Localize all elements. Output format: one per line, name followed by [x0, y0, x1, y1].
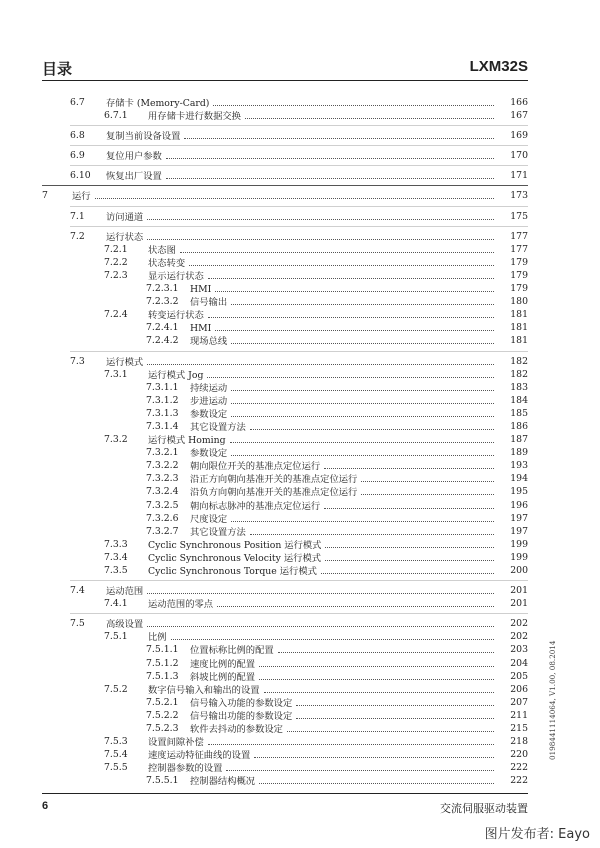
toc-entry[interactable]: [42, 394, 528, 407]
toc-entry-page: 186: [510, 420, 528, 432]
toc-entry-title: 持续运动: [190, 382, 228, 394]
dot-leader: [321, 564, 494, 574]
toc-entry-number: 6.8: [70, 130, 85, 142]
toc-entry-page: 182: [510, 368, 528, 380]
toc-entry-number: 7.3: [70, 355, 85, 367]
toc-entry-title: 软件去抖动的参数设定: [190, 724, 283, 736]
toc-entry-number: 7.5.1.3: [146, 670, 179, 682]
toc-entry-number: 7.5.2.1: [146, 696, 179, 708]
dot-leader: [147, 230, 494, 240]
toc-entry-page: 205: [510, 670, 528, 682]
toc-entry-page: 222: [510, 775, 528, 787]
toc-entry-page: 184: [510, 394, 528, 406]
toc-entry-title: HMI: [190, 323, 212, 335]
dot-leader: [296, 696, 494, 706]
toc-entry-title: 运动范围的零点: [148, 599, 214, 611]
toc-entry-number: 7.2.3.1: [146, 283, 179, 295]
toc-entry-page: 211: [510, 709, 528, 721]
toc-entry-number: 7.5: [70, 618, 85, 630]
toc-entry-title: 状态转变: [148, 257, 186, 269]
toc-entry-number: 7.1: [70, 210, 85, 222]
toc-entry-title: 斜坡比例的配置: [190, 671, 256, 683]
footer-rule: [42, 793, 528, 794]
toc-entry-page: 196: [510, 499, 528, 511]
document-code: 0198441114064, V1.00, 08.2014: [548, 640, 557, 760]
toc-entry-page: 177: [510, 230, 528, 242]
toc-entry-number: 7.3.2.2: [146, 460, 179, 472]
dot-leader: [259, 774, 494, 784]
toc-entry-page: 185: [510, 407, 528, 419]
toc-entry-title: 转变运行状态: [148, 310, 204, 322]
toc-entry-page: 204: [510, 657, 528, 669]
footer-document-title: 交流伺服驱动装置: [440, 802, 528, 815]
dot-leader: [231, 334, 494, 344]
toc-entry-page: 181: [510, 309, 528, 321]
dot-leader: [147, 617, 494, 627]
toc-entry-page: 183: [510, 381, 528, 393]
toc-entry-title: 高级设置: [106, 619, 144, 631]
toc-entry-title: Cyclic Synchronous Position 运行模式: [148, 539, 322, 551]
toc-entry-page: 207: [510, 696, 528, 708]
toc-entry[interactable]: [42, 538, 528, 551]
toc-entry-title: Cyclic Synchronous Velocity 运行模式: [148, 552, 322, 564]
toc-entry-page: 167: [510, 110, 528, 122]
toc-entry-page: 181: [510, 322, 528, 334]
toc-entry-number: 7.3.2.1: [146, 447, 179, 459]
toc-entry-number: 7.3.5: [104, 565, 128, 576]
toc-entry-number: 7.2.4.2: [146, 335, 179, 347]
toc-entry-number: 7.3.2.7: [146, 525, 179, 537]
toc-entry-number: 7.2: [70, 230, 85, 242]
toc-entry-title: 复制当前设备设置: [106, 131, 181, 143]
toc-entry-title: 运行模式 Homing: [148, 435, 226, 447]
section-divider: [70, 206, 528, 207]
toc-entry[interactable]: [42, 774, 528, 787]
toc-entry[interactable]: [42, 256, 528, 269]
dot-leader: [215, 321, 494, 331]
dot-leader: [245, 109, 494, 119]
section-divider: [70, 125, 528, 126]
toc-entry-page: 201: [510, 585, 528, 597]
toc-entry-number: 7.2.3.2: [146, 296, 179, 308]
toc-entry[interactable]: [42, 525, 528, 538]
toc-entry-number: 7.5.2.3: [146, 723, 179, 735]
dot-leader: [147, 584, 494, 594]
toc-entry-page: 218: [510, 736, 528, 748]
toc-entry-title: 朝向限位开关的基准点定位运行: [190, 461, 321, 473]
toc-entry[interactable]: [42, 169, 528, 182]
toc-entry-number: 7.2.4: [104, 309, 128, 321]
dot-leader: [231, 446, 494, 456]
dot-leader: [361, 472, 494, 482]
dot-leader: [184, 129, 494, 139]
toc-entry-number: 7.3.1.3: [146, 407, 179, 419]
toc-entry-page: 189: [510, 447, 528, 459]
toc-entry-title: 访问通道: [106, 211, 144, 223]
dot-leader: [231, 512, 494, 522]
toc-entry-title: 控制器结构概况: [190, 776, 256, 788]
dot-leader: [361, 485, 494, 495]
toc-entry-number: 7.3.2.5: [146, 499, 179, 511]
toc-entry-number: 7.2.4.1: [146, 322, 179, 334]
dot-leader: [254, 748, 494, 758]
toc-entry-number: 7.5.1.2: [146, 657, 179, 669]
toc-entry-number: 7.3.3: [104, 538, 128, 550]
dot-leader: [215, 282, 494, 292]
toc-entry-title: 复位用户参数: [106, 151, 162, 163]
toc-entry-number: 7.5.2.2: [146, 709, 179, 721]
toc-entry-number: 7.5.4: [104, 749, 128, 761]
toc-entry-page: 179: [510, 256, 528, 268]
toc-entry-title: 尺度设定: [190, 513, 228, 525]
toc-entry-page: 173: [510, 190, 528, 202]
toc-entry[interactable]: [42, 269, 528, 282]
header-product-name: LXM32S: [469, 58, 528, 75]
dot-leader: [324, 459, 494, 469]
toc-entry-title: HMI: [190, 284, 212, 296]
toc-entry-number: 7.3.1.1: [146, 381, 179, 393]
toc-entry-page: 177: [510, 243, 528, 255]
toc-entry[interactable]: [42, 735, 528, 748]
toc-entry-title: 参数设定: [190, 448, 228, 460]
toc-entry-number: 7.4: [70, 585, 85, 597]
dot-leader: [231, 394, 494, 404]
toc-entry[interactable]: [42, 420, 528, 433]
toc-entry-page: 171: [510, 170, 528, 182]
toc-entry-number: 7.3.4: [104, 551, 128, 563]
dot-leader: [325, 551, 494, 561]
dot-leader: [189, 256, 494, 266]
toc-entry-number: 7.5.1.1: [146, 644, 179, 656]
toc-entry[interactable]: [42, 189, 528, 202]
watermark: 图片发布者: Eayo: [484, 827, 590, 842]
toc-entry-title: 运行模式: [106, 356, 144, 368]
toc-entry-title: 运行状态: [106, 231, 144, 243]
toc-entry-title: 信号输出功能的参数设定: [190, 710, 293, 722]
dot-leader: [230, 433, 494, 443]
section-divider: [70, 351, 528, 352]
dot-leader: [208, 269, 494, 279]
toc-entry[interactable]: [42, 722, 528, 735]
toc-entry-title: 其它设置方法: [190, 421, 246, 433]
section-divider: [42, 185, 528, 186]
section-divider: [70, 580, 528, 581]
toc-entry[interactable]: [42, 96, 528, 109]
toc-entry[interactable]: [42, 472, 528, 485]
toc-entry-number: 7.5.3: [104, 736, 128, 748]
dot-leader: [324, 499, 494, 509]
toc-entry-title: 沿正方向朝向基准开关的基准点定位运行: [190, 474, 358, 486]
toc-entry[interactable]: [42, 597, 528, 610]
header-rule: [42, 80, 528, 81]
dot-leader: [166, 149, 494, 159]
toc-entry[interactable]: [42, 381, 528, 394]
toc-entry-number: 7.4.1: [104, 598, 128, 610]
section-divider: [70, 145, 528, 146]
toc-entry-number: 6.7.1: [104, 110, 128, 122]
toc-entry-title: 其它设置方法: [190, 526, 246, 538]
header-section-title: 目录: [42, 60, 73, 78]
toc-entry[interactable]: [42, 696, 528, 709]
toc-entry-page: 166: [510, 97, 528, 108]
toc-entry-page: 197: [510, 512, 528, 524]
toc-entry-page: 195: [510, 486, 528, 498]
toc-entry-page: 203: [510, 644, 528, 656]
dot-leader: [208, 308, 494, 318]
toc-entry[interactable]: [42, 670, 528, 683]
toc-entry-title: 控制器参数的设置: [148, 763, 223, 775]
toc-entry[interactable]: [42, 512, 528, 525]
toc-entry-number: 7.5.1: [104, 631, 128, 643]
toc-entry-title: 速度运动特征曲线的设置: [148, 750, 251, 762]
toc-entry-number: 7.3.1: [104, 368, 128, 380]
toc-entry-title: 用存储卡进行数据交换: [148, 111, 241, 123]
toc-entry[interactable]: [42, 308, 528, 321]
toc-entry-page: 199: [510, 551, 528, 563]
toc-entry-page: 202: [510, 631, 528, 643]
toc-entry[interactable]: [42, 210, 528, 223]
dot-leader: [259, 657, 494, 667]
toc-entry[interactable]: [42, 485, 528, 498]
toc-entry-page: 197: [510, 525, 528, 537]
dot-leader: [147, 210, 494, 220]
dot-leader: [208, 735, 494, 745]
toc-entry[interactable]: [42, 564, 528, 577]
toc-entry[interactable]: [42, 643, 528, 656]
toc-entry-number: 7.3.2.6: [146, 512, 179, 524]
dot-leader: [217, 597, 494, 607]
toc-entry-page: 181: [510, 335, 528, 347]
toc-entry[interactable]: [42, 407, 528, 420]
toc-entry[interactable]: [42, 459, 528, 472]
toc-entry-page: 194: [510, 473, 528, 485]
toc-entry[interactable]: [42, 433, 528, 446]
toc-entry-title: 位置标称比例的配置: [190, 645, 274, 657]
toc-entry-number: 7.3.2: [104, 434, 128, 446]
toc-entry-number: 7.3.2.3: [146, 473, 179, 485]
dot-leader: [296, 709, 494, 719]
toc-entry-page: 206: [510, 683, 528, 695]
toc-entry-page: 169: [510, 130, 528, 142]
toc-entry-number: 7.5.5: [104, 762, 128, 774]
toc-entry-number: 7: [42, 190, 48, 202]
toc-entry-title: 恢复出厂设置: [106, 171, 162, 183]
dot-leader: [213, 96, 494, 106]
toc-entry-page: 201: [510, 598, 528, 610]
dot-leader: [287, 722, 494, 732]
toc-entry-number: 7.2.2: [104, 256, 128, 268]
toc-entry[interactable]: [42, 748, 528, 761]
toc-entry-title: 信号输出: [190, 297, 228, 309]
dot-leader: [278, 643, 494, 653]
toc-entry[interactable]: [42, 630, 528, 643]
toc-entry-number: 6.7: [70, 97, 85, 108]
toc-entry[interactable]: [42, 355, 528, 368]
toc-entry-page: 175: [510, 210, 528, 222]
toc-entry[interactable]: [42, 230, 528, 243]
dot-leader: [231, 381, 494, 391]
toc-entry[interactable]: [42, 282, 528, 295]
toc-entry-number: 7.3.1.4: [146, 420, 179, 432]
dot-leader: [250, 525, 494, 535]
toc-entry[interactable]: [42, 499, 528, 512]
toc-entry-title: 运动范围: [106, 586, 144, 598]
toc-entry-page: 180: [510, 296, 528, 308]
toc-entry-number: 7.2.3: [104, 269, 128, 281]
table-of-contents: [42, 96, 528, 788]
dot-leader: [325, 538, 494, 548]
toc-entry-number: 7.2.1: [104, 243, 128, 255]
toc-entry-title: 运行: [72, 191, 91, 203]
toc-entry-page: 202: [510, 618, 528, 630]
toc-entry-page: 170: [510, 150, 528, 162]
toc-entry-title: 数字信号输入和输出的设置: [148, 684, 260, 696]
section-divider: [70, 226, 528, 227]
toc-entry[interactable]: [42, 368, 528, 381]
toc-entry-number: 6.10: [70, 170, 91, 182]
toc-entry-page: 222: [510, 762, 528, 774]
dot-leader: [250, 420, 494, 430]
dot-leader: [259, 670, 494, 680]
toc-entry-page: 182: [510, 355, 528, 367]
page-number: 6: [42, 800, 49, 812]
toc-entry-number: 7.5.2: [104, 683, 128, 695]
toc-entry[interactable]: [42, 657, 528, 670]
dot-leader: [147, 355, 494, 365]
toc-entry-title: 设置间隙补偿: [148, 737, 204, 749]
dot-leader: [180, 243, 494, 253]
toc-entry-title: 朝向标志脉冲的基准点定位运行: [190, 500, 321, 512]
dot-leader: [171, 630, 494, 640]
toc-entry-title: Cyclic Synchronous Torque 运行模式: [148, 566, 317, 577]
toc-entry[interactable]: [42, 709, 528, 722]
toc-entry-page: 215: [510, 723, 528, 735]
toc-entry-page: 220: [510, 749, 528, 761]
toc-entry-title: 状态图: [148, 244, 176, 256]
toc-entry-title: 显示运行状态: [148, 270, 204, 282]
toc-entry-page: 200: [510, 565, 528, 576]
dot-leader: [226, 761, 494, 771]
toc-entry-title: 速度比例的配置: [190, 658, 256, 670]
toc-entry[interactable]: [42, 109, 528, 122]
dot-leader: [264, 683, 494, 693]
dot-leader: [95, 189, 494, 199]
dot-leader: [166, 169, 494, 179]
toc-entry-title: 运行模式 Jog: [148, 369, 204, 381]
toc-entry[interactable]: [42, 321, 528, 334]
toc-entry-title: 参数设定: [190, 408, 228, 420]
toc-entry-title: 现场总线: [190, 336, 228, 348]
toc-entry-page: 193: [510, 460, 528, 472]
toc-entry-title: 步进运动: [190, 395, 228, 407]
toc-entry[interactable]: [42, 584, 528, 597]
toc-entry-number: 6.9: [70, 150, 85, 162]
toc-entry-number: 7.3.1.2: [146, 394, 179, 406]
toc-entry-page: 199: [510, 538, 528, 550]
toc-entry-number: 7.3.2.4: [146, 486, 179, 498]
dot-leader: [231, 407, 494, 417]
toc-entry-title: 比例: [148, 632, 167, 644]
toc-entry-number: 7.5.5.1: [146, 775, 179, 787]
toc-entry[interactable]: [42, 334, 528, 347]
section-divider: [70, 613, 528, 614]
toc-entry[interactable]: [42, 683, 528, 696]
dot-leader: [231, 295, 494, 305]
toc-entry[interactable]: [42, 551, 528, 564]
section-divider: [70, 165, 528, 166]
toc-entry[interactable]: [42, 761, 528, 774]
toc-entry[interactable]: [42, 129, 528, 142]
toc-entry[interactable]: [42, 149, 528, 162]
toc-entry[interactable]: [42, 295, 528, 308]
dot-leader: [207, 368, 494, 378]
toc-entry-page: 187: [510, 434, 528, 446]
toc-entry-title: 信号输入功能的参数设定: [190, 697, 293, 709]
toc-entry[interactable]: [42, 243, 528, 256]
toc-entry-title: 存储卡 (Memory-Card): [106, 98, 210, 109]
toc-entry-page: 179: [510, 283, 528, 295]
toc-entry[interactable]: [42, 446, 528, 459]
toc-entry[interactable]: [42, 617, 528, 630]
toc-entry-title: 沿负方向朝向基准开关的基准点定位运行: [190, 487, 358, 499]
toc-entry-page: 179: [510, 269, 528, 281]
